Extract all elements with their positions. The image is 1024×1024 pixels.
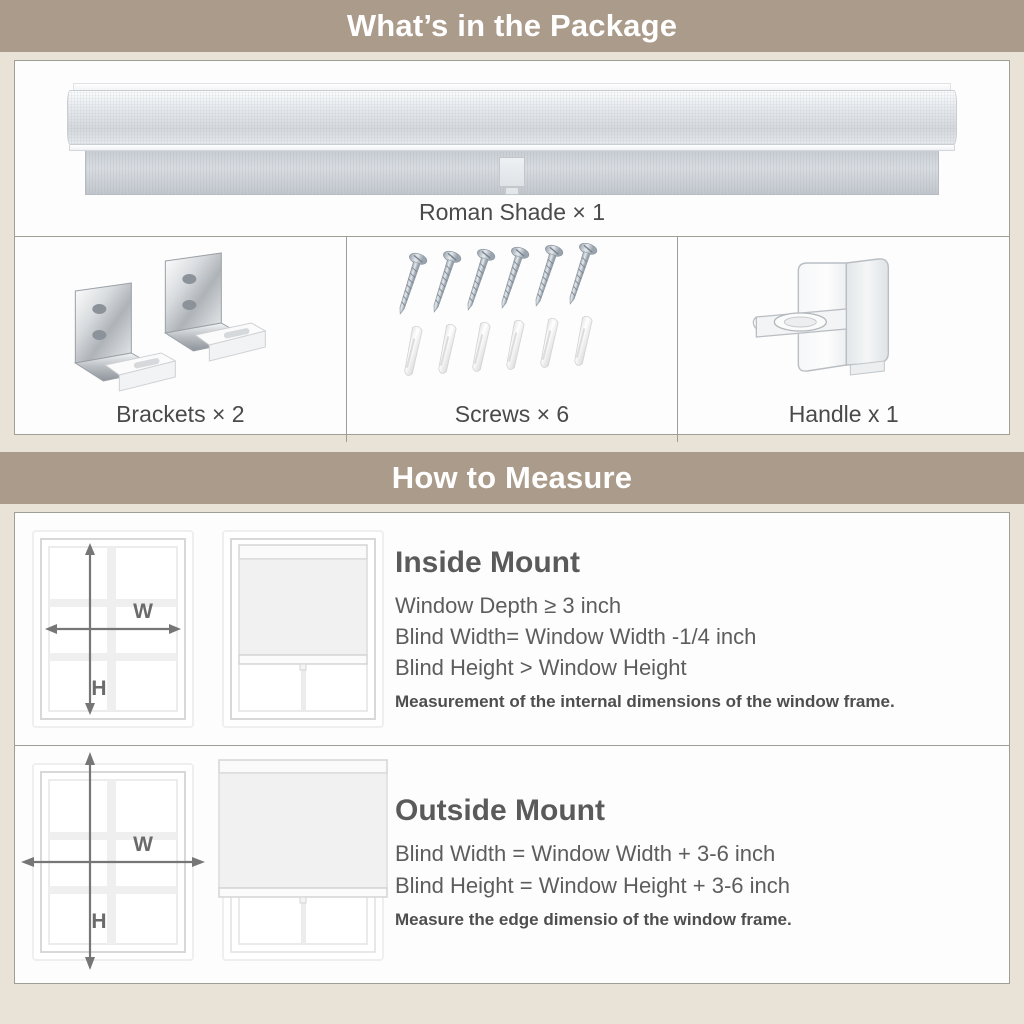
outside-height-label: H bbox=[91, 910, 107, 933]
inside-mount-title: Inside Mount bbox=[395, 545, 580, 579]
inside-mount-note: Measurement of the internal dimensions of the window frame. bbox=[395, 692, 895, 712]
shade-top-rail bbox=[73, 83, 951, 90]
package-items-row bbox=[15, 237, 1009, 442]
roman-shade-caption: Roman Shade × 1 bbox=[418, 199, 606, 225]
outside-mount-diagrams bbox=[15, 746, 395, 978]
shade-fabric-roll bbox=[67, 90, 957, 145]
inside-height-label: H bbox=[91, 677, 107, 700]
roman-shade-illustration bbox=[67, 83, 957, 195]
brackets-caption: Brackets × 2 bbox=[116, 401, 245, 427]
outside-width-label: W bbox=[133, 833, 153, 856]
mounting-brackets-illustration bbox=[15, 243, 346, 393]
outside-mount-note: Measure the edge dimensio of the window frame. bbox=[395, 909, 792, 929]
measure-section-header bbox=[0, 452, 1024, 504]
package-section-header bbox=[0, 0, 1024, 52]
screws-caption: Screws × 6 bbox=[454, 401, 570, 427]
outside-mount-title: Outside Mount bbox=[395, 794, 605, 828]
spacer bbox=[0, 52, 1024, 60]
measure-card bbox=[14, 512, 1010, 984]
inside-mount-text bbox=[395, 546, 1009, 713]
spacer bbox=[0, 504, 1024, 512]
outside-mount-line-1: Blind Width = Window Width + 3-6 inch bbox=[395, 841, 776, 867]
screws-and-anchors-illustration bbox=[347, 243, 678, 393]
outside-mount-line-2: Blind Height = Window Height + 3-6 inch bbox=[395, 872, 790, 898]
roman-shade-cell bbox=[15, 61, 1009, 236]
measure-header-label: How to Measure bbox=[391, 460, 633, 495]
shade-bottom-valance bbox=[85, 151, 939, 195]
outside-mount-row bbox=[15, 746, 1009, 978]
inside-mount-line-2: Blind Width= Window Width -1/4 inch bbox=[395, 623, 757, 649]
outside-mount-text bbox=[395, 794, 1009, 929]
shade-pull-tab bbox=[499, 157, 525, 187]
inside-width-label: W bbox=[133, 600, 153, 623]
inside-mount-line-3: Blind Height > Window Height bbox=[395, 655, 687, 681]
inside-mount-line-1: Window Depth ≥ 3 inch bbox=[395, 592, 622, 618]
brackets-cell bbox=[15, 237, 346, 442]
package-header-label: What’s in the Package bbox=[346, 8, 678, 43]
inside-mount-diagrams bbox=[15, 513, 395, 745]
handle-caption: Handle x 1 bbox=[788, 401, 899, 427]
screws-cell bbox=[346, 237, 678, 442]
inside-mount-row bbox=[15, 513, 1009, 745]
handle-illustration bbox=[678, 243, 1009, 393]
handle-cell bbox=[677, 237, 1009, 442]
package-card bbox=[14, 60, 1010, 435]
